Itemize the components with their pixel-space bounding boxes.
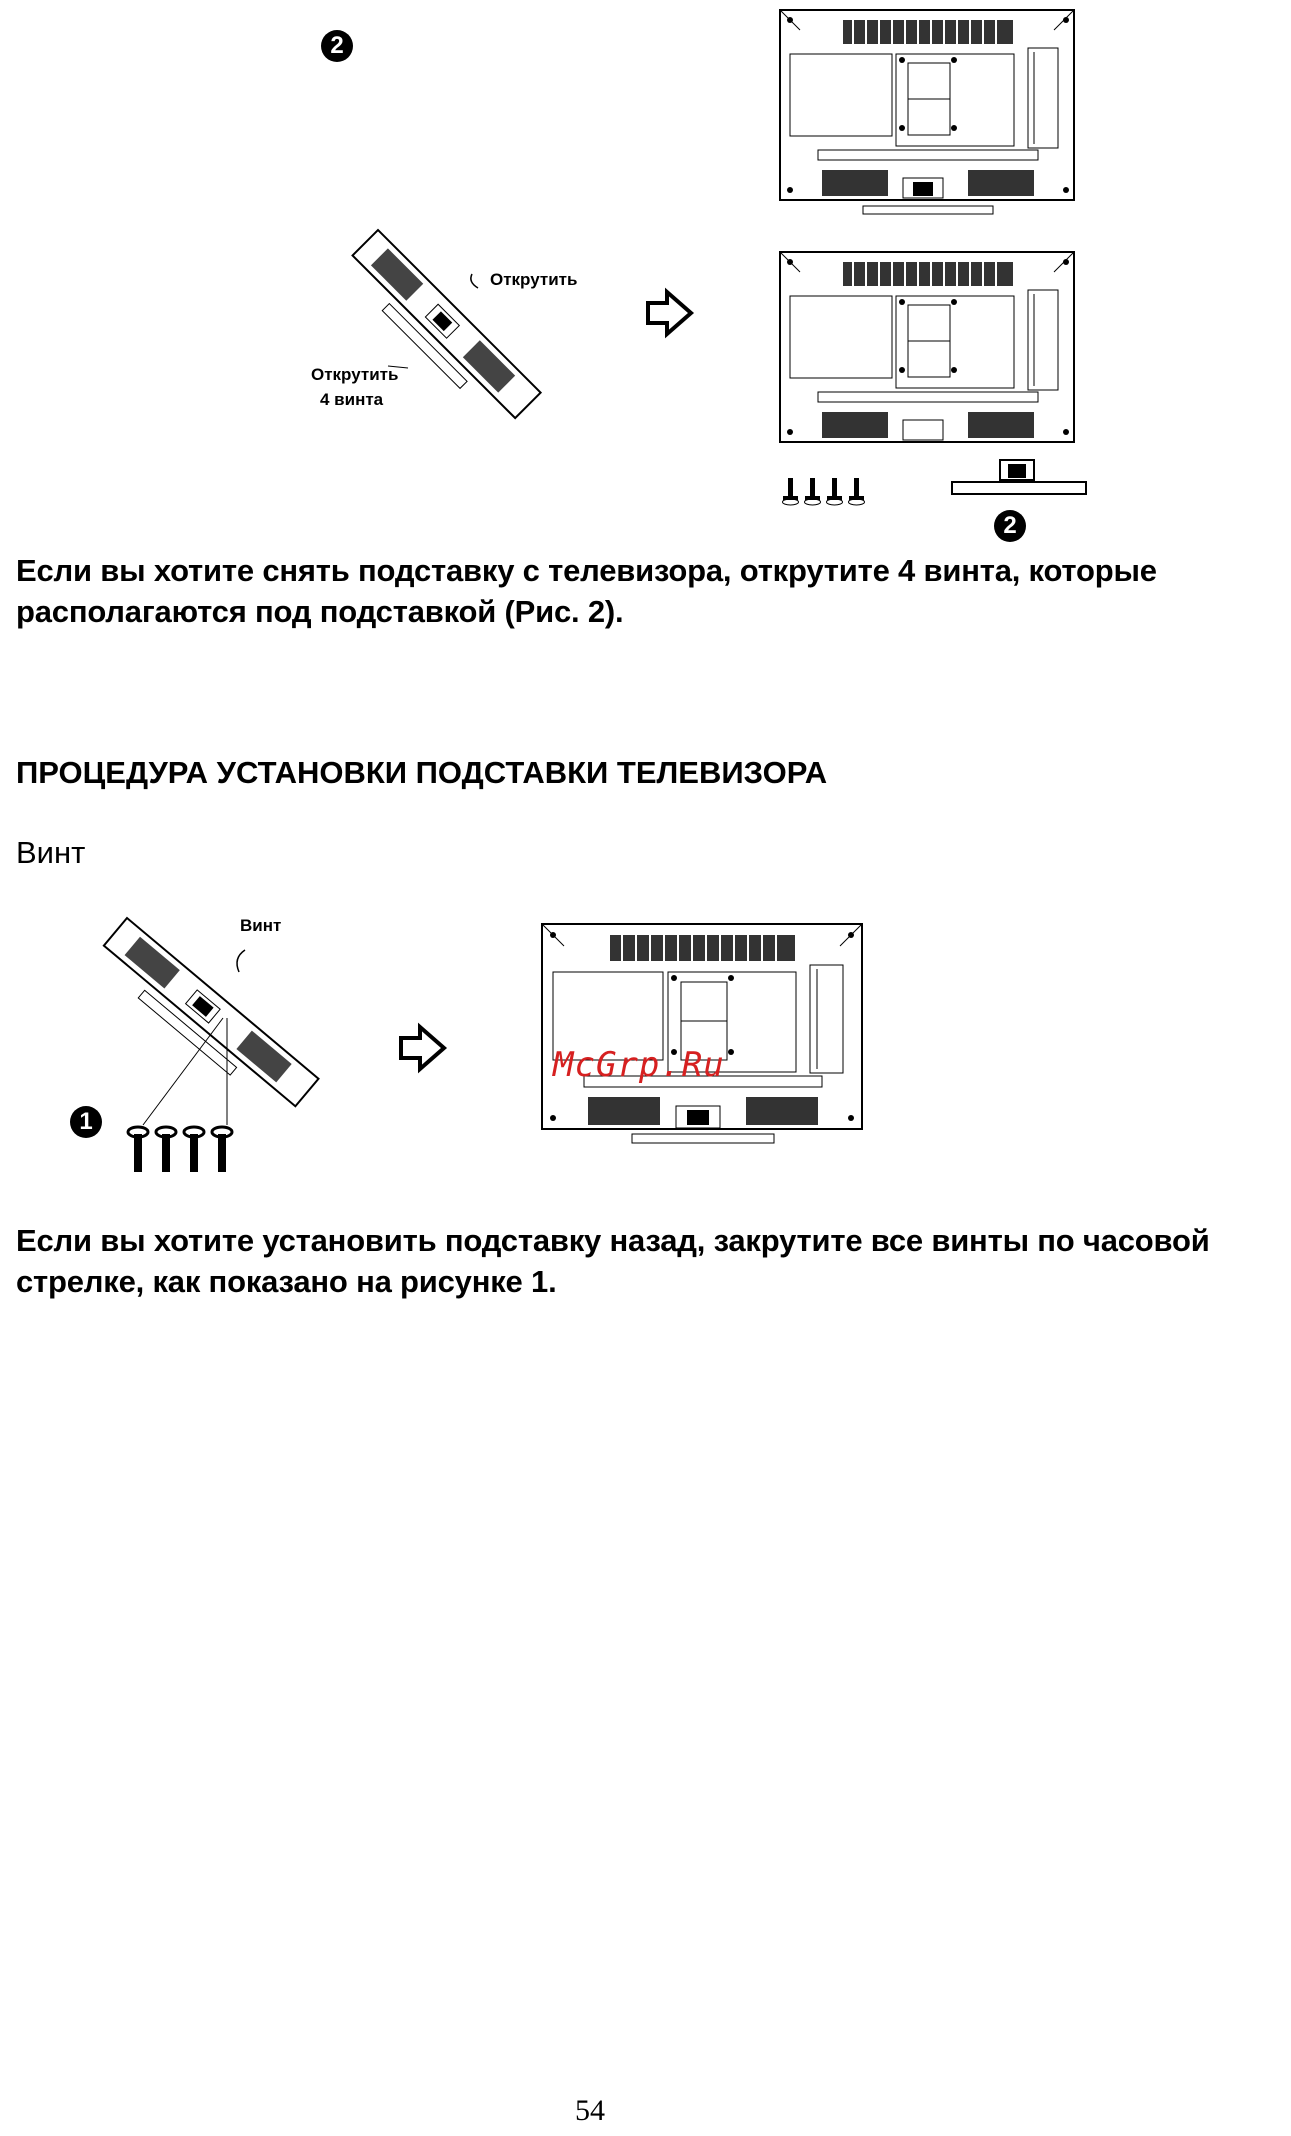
screws-install-illustration [128,1126,238,1176]
paragraph-remove-stand: Если вы хотите снять подставку с телевизора, открутите 4 винта, которые располагаются под подставкой (Рис. 2). [16,553,1157,629]
figure-badge-2-top: 2 [321,30,353,62]
watermark: McGrp.Ru [553,1045,725,1085]
stand-install-illustration [115,910,355,1130]
label-screw: Винт [240,916,282,935]
paragraph-install-stand: Если вы хотите установить подставку назад, закрутите все винты по часовой стрелке, как показано на рисунке 1. [16,1223,1210,1299]
sub-heading-screw: Винт [16,835,86,870]
tv-back-without-stand-illustration [778,250,1078,445]
section-heading: ПРОЦЕДУРА УСТАНОВКИ ПОДСТАВКИ ТЕЛЕВИЗОРА [16,755,828,790]
arrow-right-icon [645,288,695,338]
label-unscrew-2: Открутить [311,365,399,384]
page-number: 54 [575,2094,605,2127]
label-four-screws: 4 винта [320,390,384,409]
detached-stand-illustration [950,458,1090,503]
figure-badge-2-bottom: 2 [994,510,1026,542]
figure-ref-2: 2 [587,594,605,629]
arrow-right-icon-bottom [398,1023,448,1073]
figure-ref-1: 1 [531,1264,549,1299]
figure-badge-1: 1 [70,1106,102,1138]
four-screws-illustration [783,478,873,508]
tv-back-installed-illustration [540,922,865,1147]
label-unscrew-1: Открутить [490,270,578,289]
tv-back-with-stand-illustration [778,8,1078,223]
